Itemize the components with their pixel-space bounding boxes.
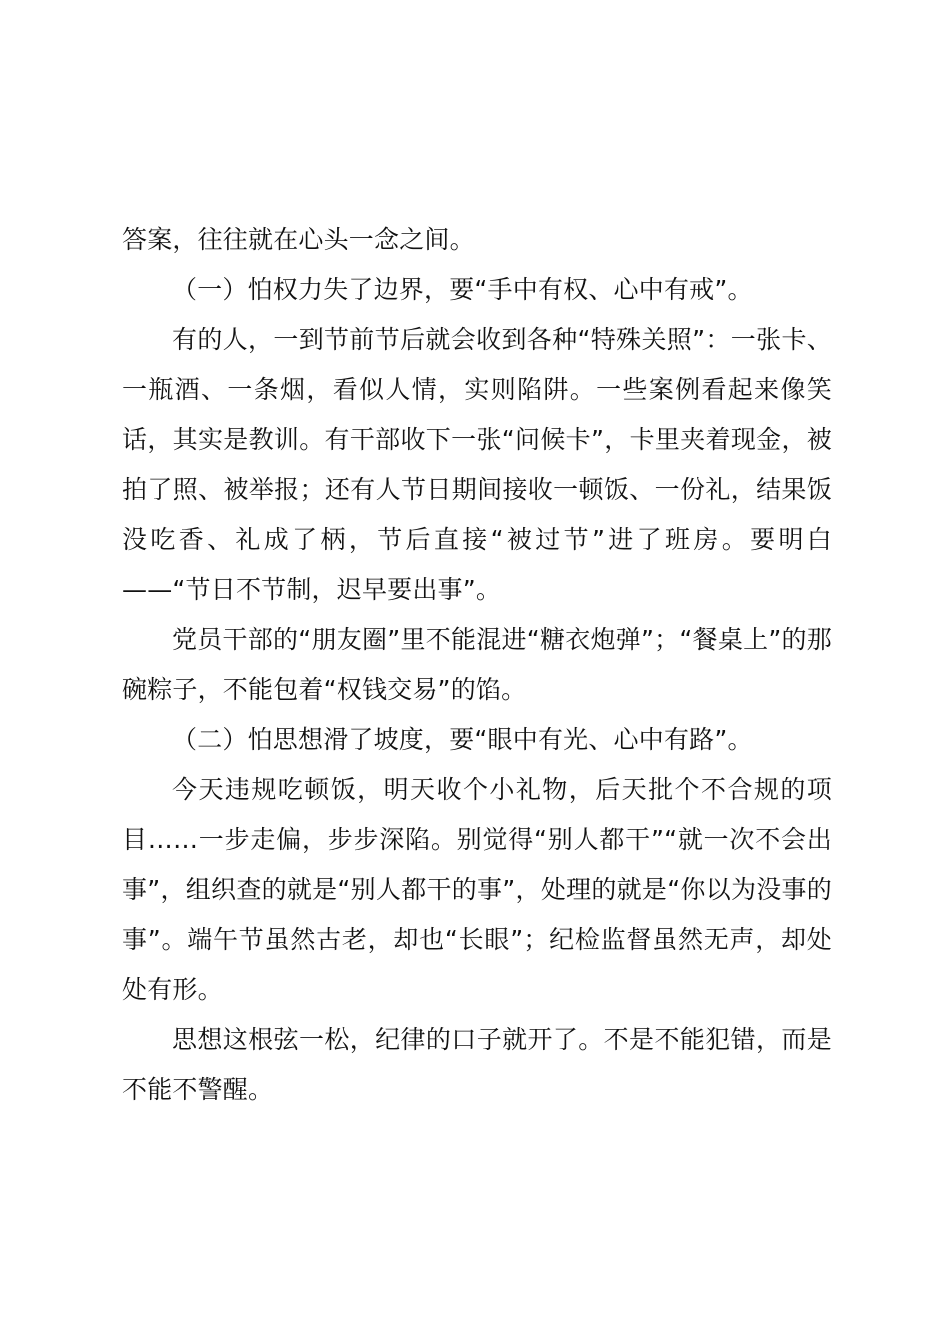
- section-heading-2: （二）怕思想滑了坡度，要“眼中有光、心中有路”。: [172, 725, 753, 754]
- paragraph-5: 思想这根弦一松，纪律的口子就开了。不是不能犯错，而是不能不警醒。: [122, 1025, 832, 1104]
- document-body: [122, 215, 832, 1115]
- paragraph-1: 答案，往往就在心头一念之间。: [122, 225, 475, 254]
- paragraph-3: 党员干部的“朋友圈”里不能混进“糖衣炮弹”；“餐桌上”的那碗粽子，不能包着“权钱交易”的馅。: [122, 625, 832, 704]
- paragraph-4: 今天违规吃顿饭，明天收个小礼物，后天批个不合规的项目……一步走偏，步步深陷。别觉得“别人都干”“就一次不会出事”，组织查的就是“别人都干的事”，处理的就是“你以为没事的事”。端午节虽然古老，却也“长眼”；纪检监督虽然无声，却处处有形。: [122, 775, 832, 1004]
- paragraph-2: 有的人，一到节前节后就会收到各种“特殊关照”：一张卡、一瓶酒、一条烟，看似人情，实则陷阱。一些案例看起来像笑话，其实是教训。有干部收下一张“问候卡”，卡里夹着现金，被拍了照、被举报；还有人节日期间接收一顿饭、一份礼，结果饭没吃香、礼成了柄，节后直接“被过节”进了班房。要明白——“节日不节制，迟早要出事”。: [122, 325, 832, 604]
- section-heading-1: （一）怕权力失了边界，要“手中有权、心中有戒”。: [172, 275, 753, 304]
